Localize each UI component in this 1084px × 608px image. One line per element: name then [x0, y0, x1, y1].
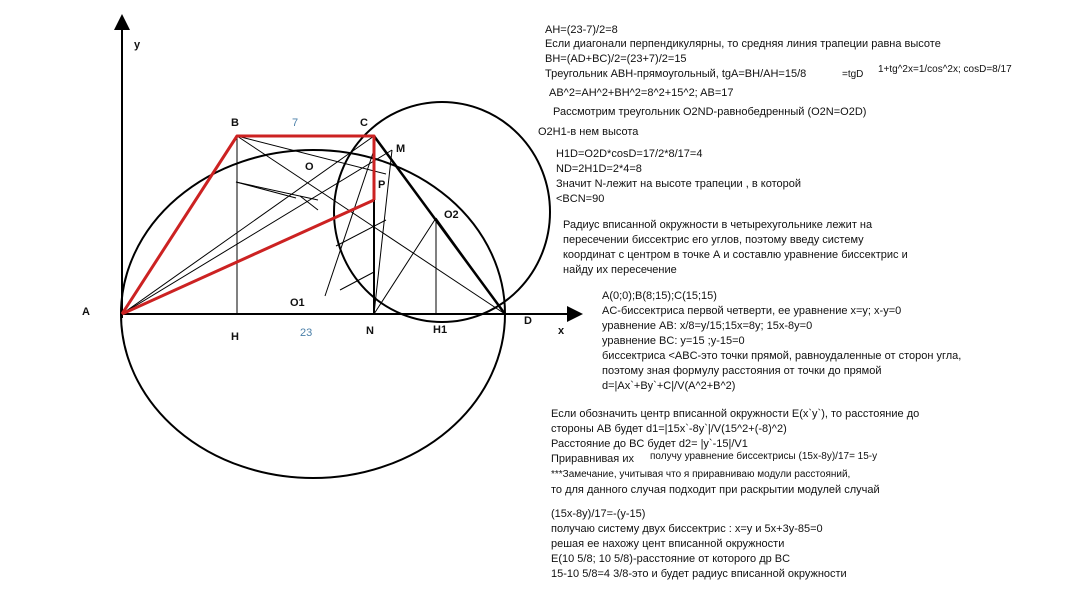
note-line: Приравнивая их: [551, 453, 634, 465]
point-o-label: O: [305, 161, 314, 173]
line-am: [122, 150, 392, 314]
note-line: уравнение AB: x/8=y/15;15x=8y; 15x-8y=0: [602, 320, 813, 332]
note-line: AH=(23-7)/2=8: [545, 24, 618, 36]
note-line: H1D=O2D*cosD=17/2*8/17=4: [556, 148, 703, 160]
ad-length-label: 23: [300, 327, 313, 339]
note-line: Значит N-лежит на высоте трапеции , в которой: [556, 178, 801, 190]
note-line: получу уравнение биссектрисы (15x-8y)/17= 15-y: [650, 451, 878, 462]
line-aux-2: [236, 182, 296, 198]
note-line: Если обозначить центр вписанной окружности E(x`y`), то расстояние до: [551, 408, 920, 420]
point-d-label: D: [524, 315, 532, 327]
point-m-label: M: [396, 143, 406, 155]
note-line: O2H1-в нем высота: [538, 126, 639, 138]
point-o2-label: O2: [444, 209, 459, 221]
note-line: =tgD: [842, 69, 864, 80]
note-line: найду их пересечение: [563, 264, 677, 276]
note-line: <BCN=90: [556, 193, 605, 205]
point-c-label: C: [360, 117, 368, 129]
diagonal-ac: [122, 136, 374, 314]
point-p-label: P: [378, 179, 386, 191]
point-b-label: B: [231, 117, 239, 129]
note-line: AC-биссектриса первой четверти, ее уравнение x=y; x-y=0: [602, 305, 902, 317]
line-aux-5: [340, 272, 374, 290]
note-line: биссектриса <ABC-это точки прямой, равноудаленные от сторон угла,: [602, 350, 962, 362]
note-line: Рассмотрим треугольник O2ND-равнобедренный (O2N=O2D): [553, 106, 867, 118]
note-line: Треугольник ABH-прямоугольный, tgA=BH/AH=15/8: [545, 68, 807, 80]
note-line: Если диагонали перпендикулярны, то средняя линия трапеции равна высоте: [545, 38, 941, 50]
point-o1-label: O1: [290, 297, 305, 309]
point-h1-label: H1: [433, 324, 448, 336]
line-o1-aux: [325, 150, 374, 296]
note-line: получаю систему двух биссектрис : x=y и 5x+3y-85=0: [551, 523, 823, 535]
note-line: поэтому зная формулу расстояния от точки до прямой: [602, 365, 882, 377]
note-line: ND=2H1D=2*4=8: [556, 163, 642, 175]
note-line: ***Замечание, учитывая что я приравниваю модули расстояний,: [551, 469, 851, 480]
note-line: Радиус вписанной окружности в четырехугольнике лежит на: [563, 219, 873, 231]
note-line: Расстояние до BC будет d2= |y`-15|/V1: [551, 438, 748, 450]
note-line: уравнение BC: y=15 ;y-15=0: [602, 335, 745, 347]
axis-x-label: x: [558, 325, 565, 337]
note-line: стороны AB будет d1=|15x`-8y`|/V(15^2+(-8)^2): [551, 423, 787, 435]
point-h-label: H: [231, 331, 239, 343]
note-line: BH=(AD+BC)/2=(23+7)/2=15: [545, 53, 687, 65]
note-line: координат с центром в точке А и составлю уравнение биссектрис и: [563, 249, 908, 261]
line-o2-d: [436, 218, 505, 314]
line-aux-4: [336, 220, 386, 246]
note-line: решая ее нахожу цент вписанной окружности: [551, 538, 785, 550]
point-n-label: N: [366, 325, 374, 337]
note-line: E(10 5/8; 10 5/8)-расстояние от которого др BC: [551, 553, 791, 565]
note-line: то для данного случая подходит при раскрытии модулей случай: [551, 484, 880, 496]
note-line: d=|Ax`+By`+C|/V(A^2+B^2): [602, 380, 736, 392]
note-line: A(0;0);B(8;15);C(15;15): [602, 290, 717, 302]
axis-y-label: y: [134, 39, 141, 51]
note-line: пересечении биссектрис его углов, поэтому введу систему: [563, 234, 864, 246]
bc-length-label: 7: [292, 117, 299, 129]
note-line: 15-10 5/8=4 3/8-это и будет радиус вписанной окружности: [551, 568, 847, 580]
note-line: AB^2=AH^2+BH^2=8^2+15^2; AB=17: [549, 87, 734, 99]
note-line: 1+tg^2x=1/cos^2x; cosD=8/17: [878, 64, 1012, 75]
point-a-label: A: [82, 306, 90, 318]
note-line: (15x-8y)/17=-(y-15): [551, 508, 646, 520]
